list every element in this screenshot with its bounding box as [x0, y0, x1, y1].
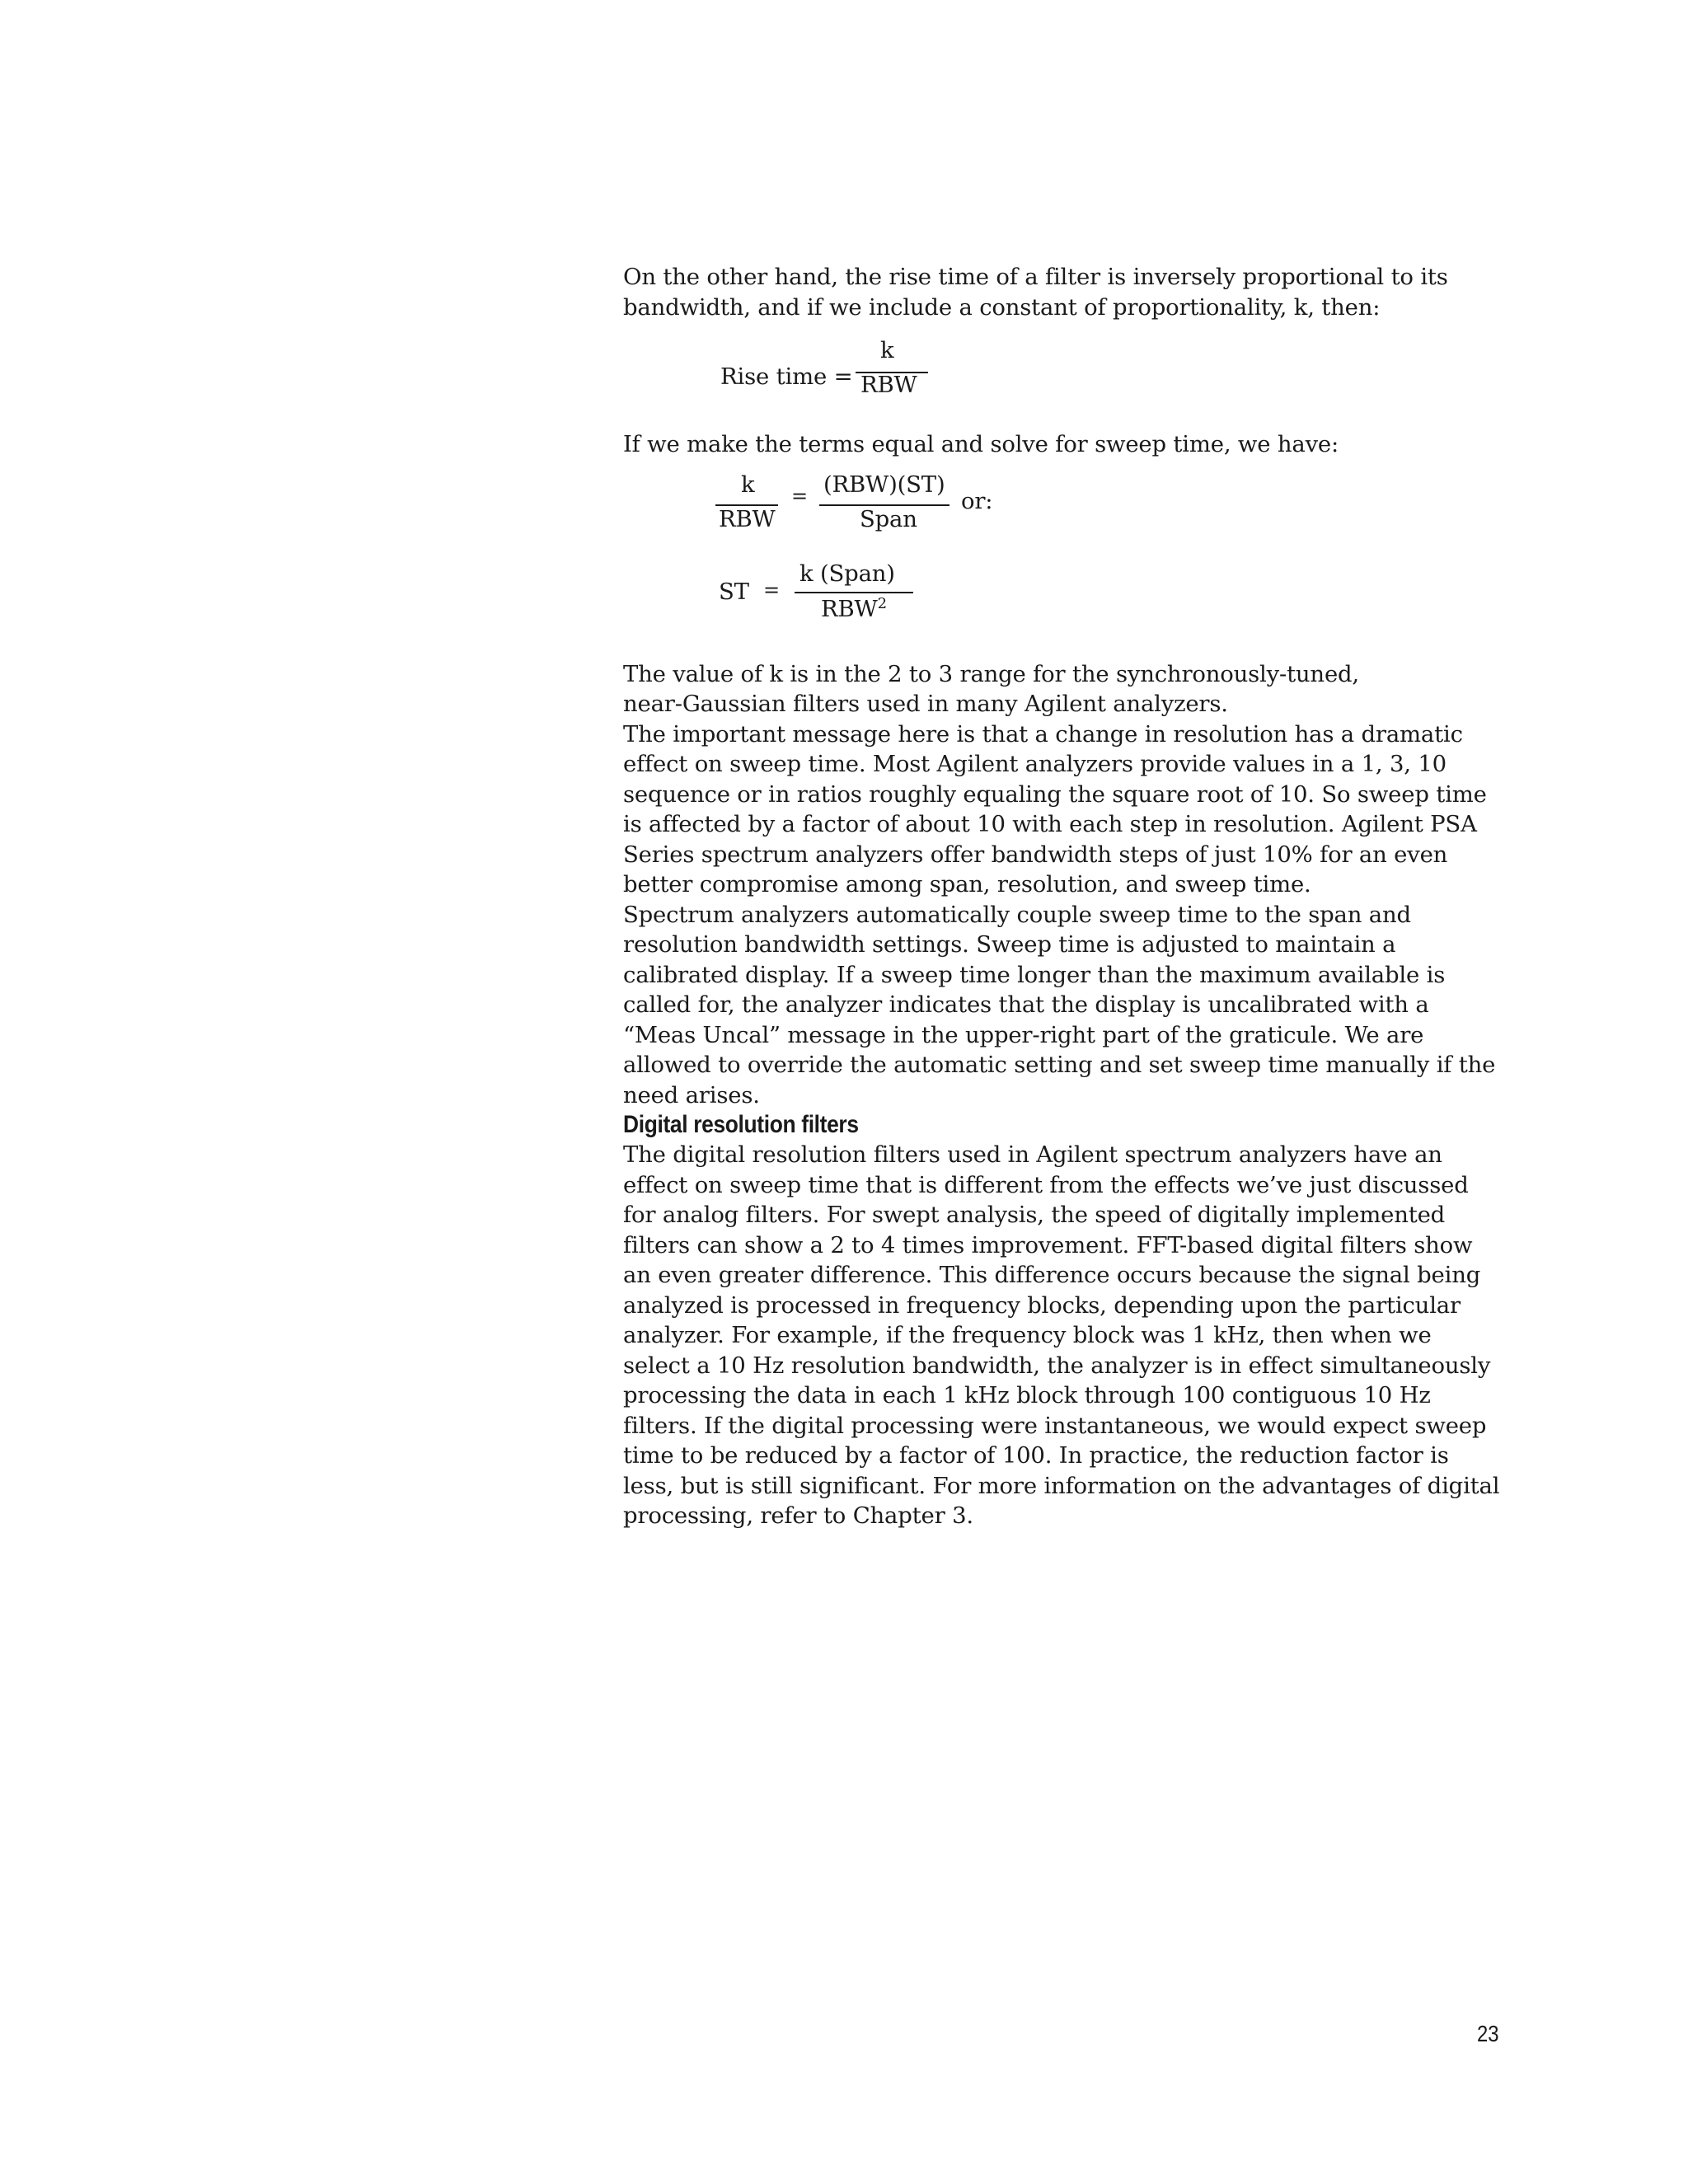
- equation-equals: =: [791, 484, 808, 508]
- text-column: [623, 262, 1505, 1531]
- equation-suffix: or:: [961, 487, 993, 514]
- fraction-bar: [795, 592, 913, 593]
- equation-right-denominator: Span: [860, 505, 917, 532]
- equation-left-denominator: RBW: [719, 505, 776, 532]
- equation-left-numerator: k: [741, 471, 755, 498]
- denominator-exponent: 2: [877, 594, 887, 612]
- equation-denominator: RBW: [860, 372, 917, 398]
- equation-right-numerator: (RBW)(ST): [823, 471, 945, 498]
- paragraph-important-message: The important message here is that a change in resolution has a dramatic effect on sweep time. Most Agilent analyzers provide values in a 1, 3, 10 sequence or in ratios roughly equaling the square root of 10. So sweep time is affected by a factor of about 10 with each step in resolution. Agilent PSA Series spectrum analyzers offer bandwidth steps of just 10% for an even better compromise among span, resolution, and sweep time.: [623, 720, 1487, 898]
- paragraph-sweep-coupling: Spectrum analyzers automatically couple sweep time to the span and resolution bandwidth settings. Sweep time is adjusted to maintain a calibrated display. If a sweep time longer than the maximum available is called for, the analyzer indicates that the display is uncalibrated with a “Meas Uncal” message in the upper-right part of the graticule. We are allowed to override the automatic setting and set sweep time manually if the need arises.: [623, 901, 1496, 1108]
- paragraph-k-value: The value of k is in the 2 to 3 range for the synchronously-tuned, near-Gaussian filters used in many Agilent analyzers.: [623, 660, 1359, 717]
- equation-label: Rise time =: [720, 363, 853, 390]
- page-number: 23: [1477, 2021, 1499, 2046]
- equation-rise-time: [623, 322, 1505, 415]
- equation-equal-terms: [623, 460, 1505, 544]
- equation-sweep-time: [623, 546, 1505, 649]
- paragraph-solve-sweep: If we make the terms equal and solve for sweep time, we have:: [623, 431, 1339, 457]
- equation-equals: =: [763, 578, 780, 602]
- denominator-base: RBW: [821, 595, 878, 622]
- paragraph-digital-filters: The digital resolution filters used in Agilent spectrum analyzers have an effect on sweep time that is different from the effects we’ve just discussed for analog filters. For swept analysis, the speed of digitally implemented filters can show a 2 to 4 times improvement. FFT-based digital filters show an even greater difference. This difference occurs because the signal being analyzed is processed in frequency blocks, depending upon the particular analyzer. For example, if the frequency block was 1 kHz, then when we select a 10 Hz resolution bandwidth, the analyzer is in effect simultaneously processing the data in each 1 kHz block through 100 contiguous 10 Hz filters. If the digital processing were instantaneous, we would expect sweep time to be reduced by a factor of 100. In practice, the reduction factor is less, but is still significant. For more information on the advantages of digital processing, refer to Chapter 3.: [623, 1141, 1500, 1529]
- equation-numerator: k: [880, 337, 894, 363]
- section-heading: Digital resolution filters: [623, 1111, 859, 1138]
- equation-label: ST: [719, 578, 749, 605]
- equation-denominator: [821, 595, 887, 622]
- equation-numerator: k (Span): [799, 560, 895, 587]
- paragraph-rise-time-intro: On the other hand, the rise time of a filter is inversely proportional to its bandwidth, and if we include a constant of proportionality, k, then:: [623, 264, 1448, 321]
